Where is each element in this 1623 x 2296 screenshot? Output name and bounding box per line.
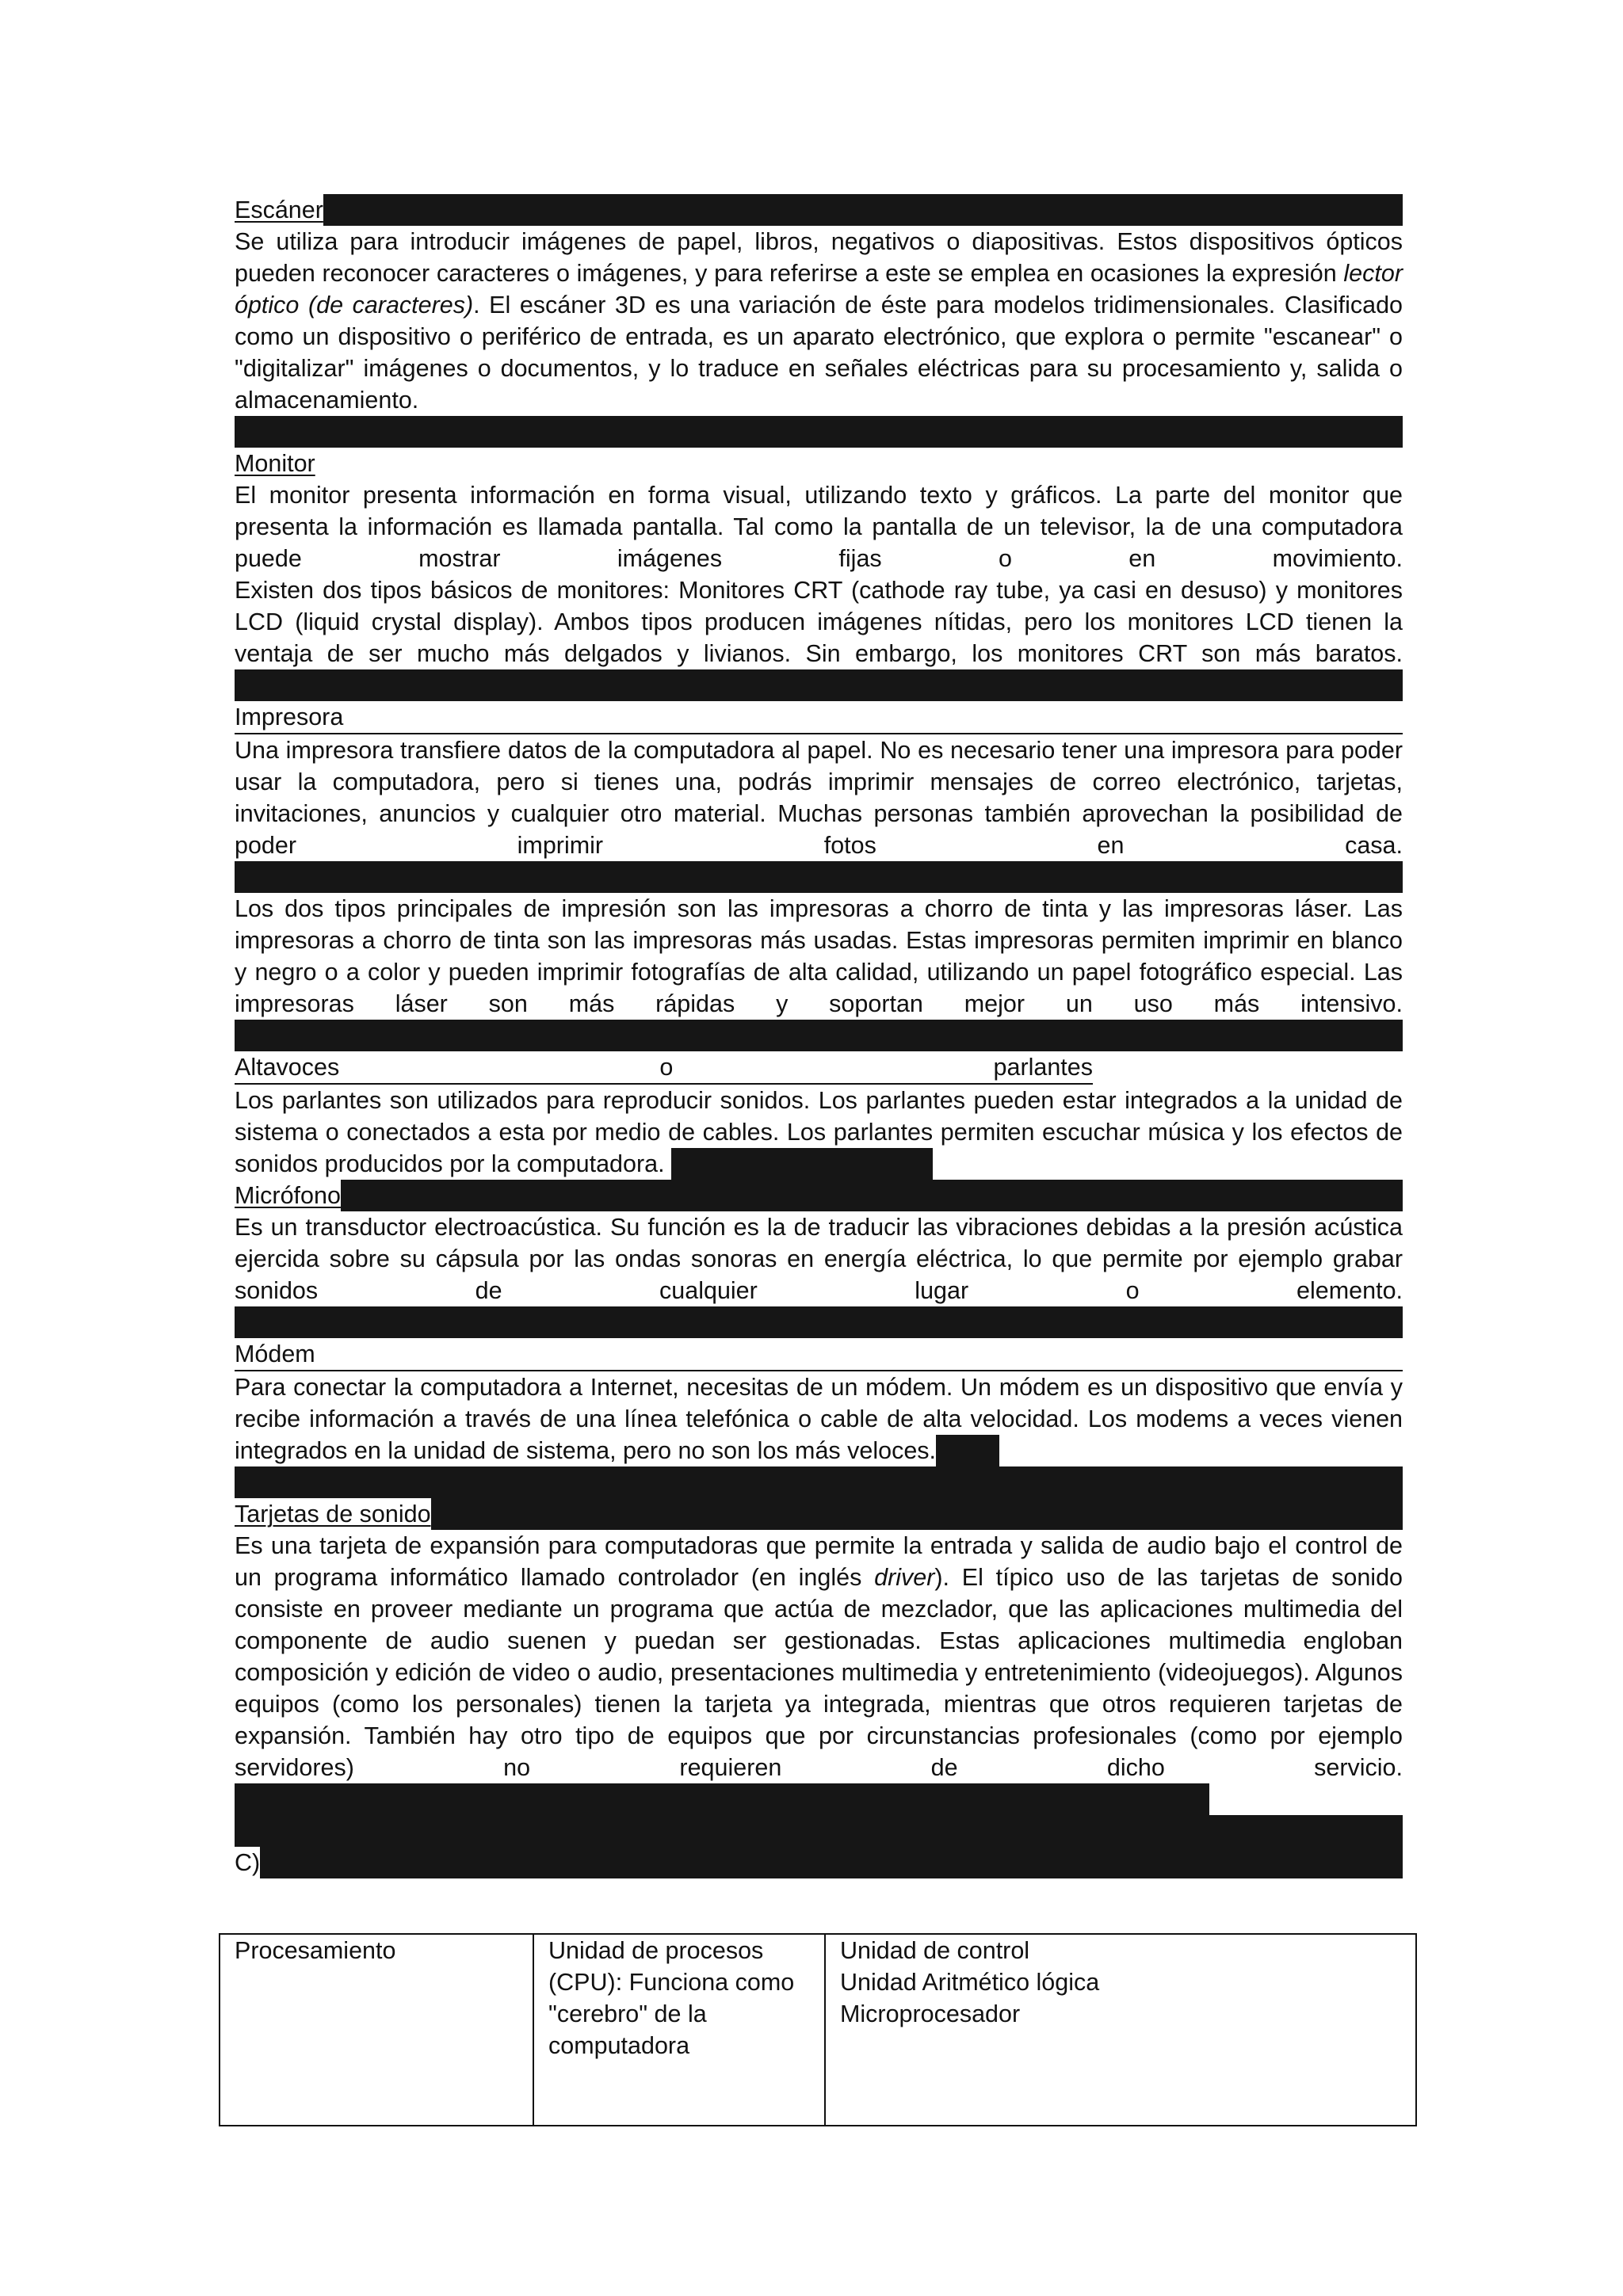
section-printer	[235, 701, 1403, 1051]
redaction-bar	[235, 669, 1403, 701]
section-title-speakers: Altavoces o parlantes	[235, 1054, 1093, 1081]
list-item: Microprocesador	[840, 2000, 1021, 2027]
section-title-modem: Módem	[235, 1341, 315, 1367]
soundcard-paragraph: Es una tarjeta de expansión para computadoras que permite la entrada y salida de audio bajo el control de un programa informático llamado controlador (en inglés driver). El típico uso de las tarjetas de sonido consiste en proveer mediante un programa que actúa de mezclador, que las aplicaciones multimedia del componente de audio suenen y puedan ser gestionadas. Estas aplicaciones multimedia engloban composición y edición de video o audio, presentaciones multimedia y entretenimiento (videojuegos). Algunos equipos (como los personales) tienen la tarjeta ya integrada, mientras que otros requieren tarjetas de expansión. También hay otro tipo de equipos que por circunstancias profesionales (como por ejemplo servidores) no requieren de dicho servicio.	[235, 1530, 1403, 1815]
table-row	[220, 1934, 1416, 2126]
section-monitor	[235, 448, 1403, 701]
section-title-microphone: Micrófono	[235, 1182, 341, 1209]
monitor-paragraph-2: Existen dos tipos básicos de monitores: Monitores CRT (cathode ray tube, ya casi en desuso) y monitores LCD (liquid crystal display). Ambos tipos producen imágenes nítidas, pero los monitores LCD tienen la ventaja de ser mucho más delgados y livianos. Sin embargo, los monitores CRT son más baratos.	[235, 577, 1403, 667]
section-modem	[235, 1338, 1403, 1498]
table-cell-category: Procesamiento	[220, 1934, 533, 2126]
section-scanner	[235, 194, 1403, 448]
redaction-bar	[323, 194, 1403, 226]
table-cell-cpu: Unidad de procesos (CPU): Funciona como "cerebro" de la computadora	[533, 1934, 825, 2126]
section-title-soundcard: Tarjetas de sonido	[235, 1501, 431, 1527]
section-title-printer: Impresora	[235, 704, 344, 730]
list-item: Unidad Aritmético lógica	[840, 1969, 1100, 1996]
printer-paragraph-2: Los dos tipos principales de impresión son las impresoras a chorro de tinta y las impresoras láser. Las impresoras a chorro de tinta son las impresoras más usadas. Estas impresoras permiten imprimir en blanco y negro o a color y pueden imprimir fotografías de alta calidad, utilizando un papel fotográfico especial. Las impresoras láser son más rápidas y soportan mejor un uso más intensivo.	[235, 895, 1403, 1017]
redaction-bar	[235, 1815, 1403, 1847]
section-title-monitor: Monitor	[235, 450, 315, 477]
section-speakers	[235, 1051, 1403, 1180]
redaction-bar	[235, 1020, 1403, 1051]
modem-paragraph: Para conectar la computadora a Internet, necesitas de un módem. Un módem es un dispositivo que envía y recibe información a través de una línea telefónica o cable de alta velocidad. Los modems a veces vienen integrados en la unidad de sistema, pero no son los más veloces.	[235, 1371, 1403, 1466]
printer-paragraph-1: Una impresora transfiere datos de la computadora al papel. No es necesario tener una impresora para poder usar la computadora, pero si tienes una, podrás imprimir mensajes de correo electrónico, tarjetas, invitaciones, anuncios y cualquier otro material. Muchas personas también aprovechan la posibilidad de poder imprimir fotos en casa.	[235, 737, 1403, 859]
speakers-paragraph: Los parlantes son utilizados para reproducir sonidos. Los parlantes pueden estar integrados a la unidad de sistema o conectados a esta por medio de cables. Los parlantes permiten escuchar música y los efectos de sonidos producidos por la computadora.	[235, 1085, 1403, 1180]
redaction-bar	[235, 416, 1403, 448]
redaction-bar	[260, 1847, 1403, 1878]
list-item: Unidad de control	[840, 1937, 1030, 1964]
section-soundcard	[235, 1498, 1403, 1878]
section-microphone	[235, 1180, 1403, 1338]
microphone-paragraph: Es un transductor electroacústica. Su función es la de traducir las vibraciones debidas a la presión acústica ejercida sobre su cápsula por las ondas sonoras en energía eléctrica, lo que permite por ejemplo grabar sonidos de cualquier lugar o elemento.	[235, 1214, 1403, 1304]
redaction-bar	[431, 1498, 1403, 1530]
table-cell-components	[825, 1934, 1416, 2126]
redaction-bar	[341, 1180, 1403, 1211]
redaction-bar	[235, 1466, 1403, 1498]
processing-table	[219, 1933, 1417, 2126]
scanner-paragraph: Se utiliza para introducir imágenes de papel, libros, negativos o diapositivas. Estos dispositivos ópticos pueden reconocer caracteres o imágenes, y para referirse a este se emplea en ocasiones la expresión lector óptico (de caracteres). El escáner 3D es una variación de éste para modelos tridimensionales. Clasificado como un dispositivo o periférico de entrada, es un aparato electrónico, que explora o permite "escanear" o "digitalizar" imágenes o documentos, y lo traduce en señales eléctricas para su procesamiento y, salida o almacenamiento.	[235, 228, 1403, 414]
redaction-bar	[235, 1306, 1403, 1338]
document-body	[235, 194, 1403, 1878]
section-title-scanner: Escáner	[235, 196, 323, 223]
section-label-c: C)	[235, 1849, 261, 1876]
monitor-paragraph-1: El monitor presenta información en forma visual, utilizando texto y gráficos. La parte del monitor que presenta la información es llamada pantalla. Tal como la pantalla de un televisor, la de una computadora puede mostrar imágenes fijas o en movimiento.	[235, 482, 1403, 572]
redaction-bar	[235, 861, 1403, 893]
